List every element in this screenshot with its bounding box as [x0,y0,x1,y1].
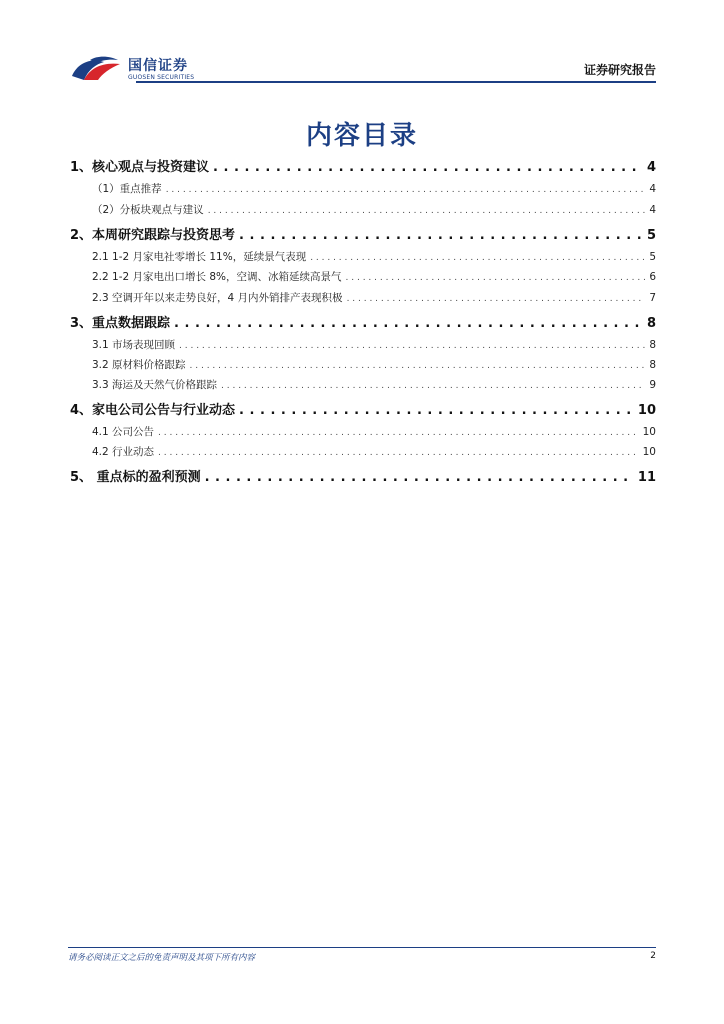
toc-entry[interactable] [70,424,656,439]
toc-entry-label: （1）重点推荐 [92,183,162,195]
toc-leader-dots [179,339,645,351]
toc-leader-dots [190,359,646,371]
toc-leader-dots [221,379,645,391]
logo-text-cn: 国信证券 [128,58,188,74]
toc-entry-label: 4、家电公司公告与行业动态 [70,403,236,418]
toc-entry[interactable] [70,312,656,331]
toc-leader-dots [239,403,634,418]
toc-entry-label: 2.2 1-2 月家电出口增长 8%，空调、冰箱延续高景气 [92,271,342,283]
toc-entry-label: 2.3 空调开年以来走势良好，4 月内外销排产表现积极 [92,292,343,304]
toc-leader-dots [346,271,646,283]
toc-entry-page: 4 [649,183,656,195]
toc-entry[interactable] [70,181,656,196]
toc-entry-page: 10 [642,446,656,458]
toc-entry-label: 4.1 公司公告 [92,426,155,438]
toc-entry-label: 5、 重点标的盈利预测 [70,470,201,485]
footer-divider [68,947,656,948]
toc-entry-page: 7 [649,292,656,304]
toc-entry[interactable] [70,337,656,352]
toc-entry-page: 6 [649,271,656,283]
toc-entry[interactable] [70,357,656,372]
toc-entry-label: 1、核心观点与投资建议 [70,160,210,175]
toc-title: 内容目录 [305,121,418,151]
toc-leader-dots [158,426,639,438]
header-divider [136,81,656,83]
toc-leader-dots [166,183,646,195]
toc-entry-page: 11 [637,470,656,485]
toc-entry-label: 3.1 市场表现回顾 [92,339,176,351]
document-type-label: 证券研究报告 [583,63,656,77]
toc-leader-dots [239,228,643,243]
toc-entry-page: 5 [649,251,656,263]
toc-entry[interactable] [70,249,656,264]
toc-entry[interactable] [70,156,656,175]
toc-entry-label: 2.1 1-2 月家电社零增长 11%，延续景气表现 [92,251,307,263]
toc-leader-dots [213,160,643,175]
toc-entry-label: 2、本周研究跟踪与投资思考 [70,228,236,243]
toc-leader-dots [174,316,643,331]
toc-entry-page: 8 [649,339,656,351]
toc-entry-page: 4 [649,204,656,216]
toc-entry-label: （2）分板块观点与建议 [92,204,204,216]
toc-leader-dots [205,470,634,485]
logo-text-en: GUOSEN SECURITIES [128,74,195,81]
toc-entry[interactable] [70,269,656,284]
toc-entry[interactable] [70,224,656,243]
toc-entry-label: 3、重点数据跟踪 [70,316,171,331]
toc-entry-page: 8 [646,316,656,331]
toc-entry-label: 3.2 原材料价格跟踪 [92,359,186,371]
toc-entry[interactable] [70,466,656,485]
guosen-logo-icon [70,54,122,82]
toc-leader-dots [310,251,645,263]
toc-entry-page: 10 [642,426,656,438]
page-header [70,50,656,84]
toc-entry-page: 5 [646,228,656,243]
toc-entry-page: 10 [637,403,656,418]
toc-leader-dots [347,292,646,304]
toc-entry-page: 9 [649,379,656,391]
toc-entry-label: 4.2 行业动态 [92,446,155,458]
toc-entry-page: 8 [649,359,656,371]
toc-entry-page: 4 [646,160,656,175]
disclaimer-note: 请务必阅读正文之后的免责声明及其项下所有内容 [68,953,256,963]
toc-entry-label: 3.3 海运及天然气价格跟踪 [92,379,218,391]
toc-entry[interactable] [70,399,656,418]
toc-leader-dots [158,446,639,458]
toc-leader-dots [208,204,646,216]
page-number: 2 [650,951,656,961]
toc-entry[interactable] [70,202,656,217]
toc-entry[interactable] [70,290,656,305]
toc-entry[interactable] [70,377,656,392]
toc-entry[interactable] [70,444,656,459]
